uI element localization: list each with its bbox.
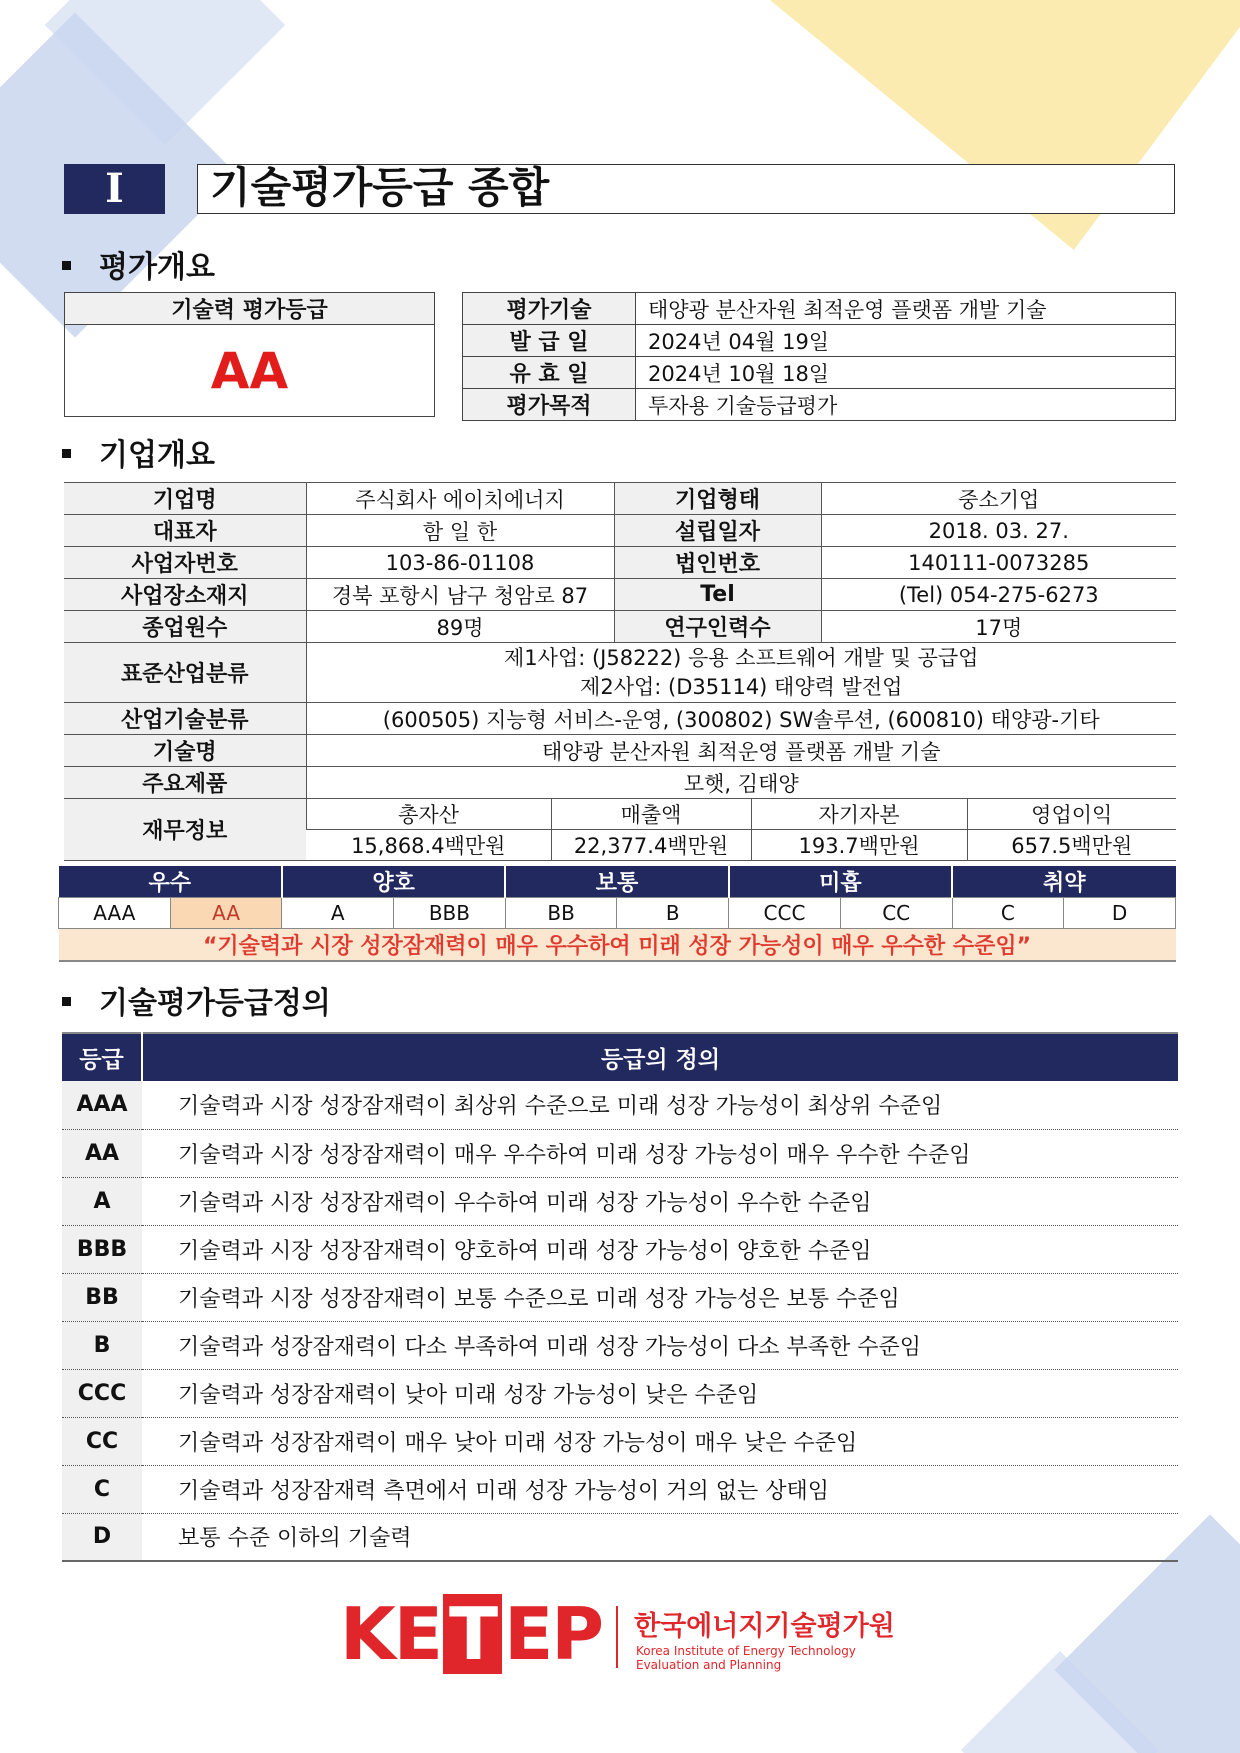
finance-value: 15,868.4백만원 [306, 830, 551, 861]
band-average: 보통 [505, 866, 728, 898]
company-value: 103-86-01108 [306, 547, 614, 579]
eval-key: 평가목적 [463, 389, 636, 421]
def-text: 보통 수준 이하의 기술력 [142, 1513, 1178, 1561]
section-heading-definitions: 기술평가등급정의 [62, 978, 331, 1022]
def-grade: B [62, 1321, 142, 1369]
ketep-logo [340, 1594, 900, 1674]
company-key: Tel [614, 579, 821, 611]
section-number: I [64, 164, 165, 214]
grade-definition-table [62, 1032, 1178, 1562]
company-key: 사업자번호 [64, 547, 306, 579]
def-text: 기술력과 시장 성장잠재력이 우수하여 미래 성장 가능성이 우수한 수준임 [142, 1177, 1178, 1225]
scale-grade: CCC [729, 898, 841, 929]
company-value [306, 643, 1176, 703]
def-text: 기술력과 성장잠재력 측면에서 미래 성장 가능성이 거의 없는 상태임 [142, 1465, 1178, 1513]
logo-divider [616, 1606, 618, 1668]
def-grade: CCC [62, 1369, 142, 1417]
company-key: 기업형태 [614, 483, 821, 515]
company-value: 모햇, 김태양 [306, 767, 1176, 799]
company-info-table [64, 482, 1176, 861]
company-value: 함 일 한 [306, 515, 614, 547]
def-grade: A [62, 1177, 142, 1225]
page-title: 기술평가등급 종합 [197, 164, 1175, 214]
band-good: 양호 [282, 866, 505, 898]
scale-grade: BB [505, 898, 617, 929]
eval-key: 발 급 일 [463, 325, 636, 357]
company-key: 주요제품 [64, 767, 306, 799]
finance-value: 193.7백만원 [751, 830, 967, 861]
section-heading-overview: 평가개요 [62, 242, 215, 286]
def-text: 기술력과 성장잠재력이 매우 낮아 미래 성장 가능성이 매우 낮은 수준임 [142, 1417, 1178, 1465]
logo-korean-name: 한국에너지기술평가원 [634, 1611, 895, 1642]
def-text: 기술력과 시장 성장잠재력이 매우 우수하여 미래 성장 가능성이 매우 우수한 수준임 [142, 1129, 1178, 1177]
grade-scale [58, 866, 1176, 962]
scale-grade: C [952, 898, 1064, 929]
scale-grade: B [617, 898, 729, 929]
company-key: 설립일자 [614, 515, 821, 547]
company-key: 종업원수 [64, 611, 306, 643]
def-grade: CC [62, 1417, 142, 1465]
industry-code-2: 제2사업: (D35114) 태양력 발전업 [580, 674, 903, 699]
def-header-grade: 등급 [62, 1033, 142, 1081]
scale-grade-selected: AA [170, 898, 282, 929]
grade-value: AA [65, 325, 435, 417]
def-text: 기술력과 성장잠재력이 낮아 미래 성장 가능성이 낮은 수준임 [142, 1369, 1178, 1417]
company-value: 주식회사 에이치에너지 [306, 483, 614, 515]
eval-key: 유 효 일 [463, 357, 636, 389]
eval-value: 2024년 10월 18일 [636, 357, 1176, 389]
grade-header: 기술력 평가등급 [65, 293, 435, 325]
company-value: 17명 [821, 611, 1176, 643]
logo-wordmark: KE T EP [340, 1592, 603, 1676]
def-text: 기술력과 성장잠재력이 다소 부족하여 미래 성장 가능성이 다소 부족한 수준임 [142, 1321, 1178, 1369]
company-key: 기업명 [64, 483, 306, 515]
company-value: 태양광 분산자원 최적운영 플랫폼 개발 기술 [306, 735, 1176, 767]
section-heading-company: 기업개요 [62, 430, 215, 474]
def-grade: BB [62, 1273, 142, 1321]
def-grade: C [62, 1465, 142, 1513]
company-key: 법인번호 [614, 547, 821, 579]
grade-quote: “기술력과 시장 성장잠재력이 매우 우수하여 미래 성장 가능성이 매우 우수한 수준임” [59, 929, 1176, 962]
grade-summary-table [64, 292, 435, 417]
company-value: (600505) 지능형 서비스-운영, (300802) SW솔루션, (600810) 태양광-기타 [306, 703, 1176, 735]
def-text: 기술력과 시장 성장잠재력이 양호하여 미래 성장 가능성이 양호한 수준임 [142, 1225, 1178, 1273]
eval-key: 평가기술 [463, 293, 636, 325]
company-value: 140111-0073285 [821, 547, 1176, 579]
eval-value: 태양광 분산자원 최적운영 플랫폼 개발 기술 [636, 293, 1176, 325]
company-key: 기술명 [64, 735, 306, 767]
company-key: 연구인력수 [614, 611, 821, 643]
band-insufficient: 미흡 [729, 866, 952, 898]
bullet-icon [62, 997, 71, 1006]
scale-grade: D [1064, 898, 1176, 929]
company-value: 경북 포항시 남구 청암로 87 [306, 579, 614, 611]
evaluation-info-table [462, 292, 1176, 421]
company-value: 중소기업 [821, 483, 1176, 515]
finance-header: 총자산 [306, 799, 551, 830]
company-value: 89명 [306, 611, 614, 643]
finance-header: 자기자본 [751, 799, 967, 830]
eval-value: 투자용 기술등급평가 [636, 389, 1176, 421]
company-value: 2018. 03. 27. [821, 515, 1176, 547]
def-grade: AA [62, 1129, 142, 1177]
band-excellent: 우수 [59, 866, 282, 898]
company-key: 대표자 [64, 515, 306, 547]
finance-header: 매출액 [551, 799, 751, 830]
finance-header: 영업이익 [967, 799, 1176, 830]
def-header-definition: 등급의 정의 [142, 1033, 1178, 1081]
finance-value: 22,377.4백만원 [551, 830, 751, 861]
scale-grade: BBB [394, 898, 506, 929]
logo-english-name: Korea Institute of Energy Technology [636, 1644, 856, 1658]
def-grade: D [62, 1513, 142, 1561]
eval-value: 2024년 04월 19일 [636, 325, 1176, 357]
scale-grade: CC [840, 898, 952, 929]
finance-value: 657.5백만원 [967, 830, 1176, 861]
company-key: 표준산업분류 [64, 643, 306, 703]
def-grade: AAA [62, 1081, 142, 1129]
scale-grade: A [282, 898, 394, 929]
bullet-icon [62, 449, 71, 458]
def-grade: BBB [62, 1225, 142, 1273]
scale-grade: AAA [59, 898, 171, 929]
logo-english-name: Evaluation and Planning [636, 1658, 782, 1672]
bullet-icon [62, 261, 71, 270]
def-text: 기술력과 시장 성장잠재력이 보통 수준으로 미래 성장 가능성은 보통 수준임 [142, 1273, 1178, 1321]
company-key: 산업기술분류 [64, 703, 306, 735]
company-key: 재무정보 [64, 799, 306, 861]
company-key: 사업장소재지 [64, 579, 306, 611]
company-value: (Tel) 054-275-6273 [821, 579, 1176, 611]
industry-code-1: 제1사업: (J58222) 응용 소프트웨어 개발 및 공급업 [504, 645, 979, 670]
band-weak: 취약 [952, 866, 1175, 898]
def-text: 기술력과 시장 성장잠재력이 최상위 수준으로 미래 성장 가능성이 최상위 수준임 [142, 1081, 1178, 1129]
